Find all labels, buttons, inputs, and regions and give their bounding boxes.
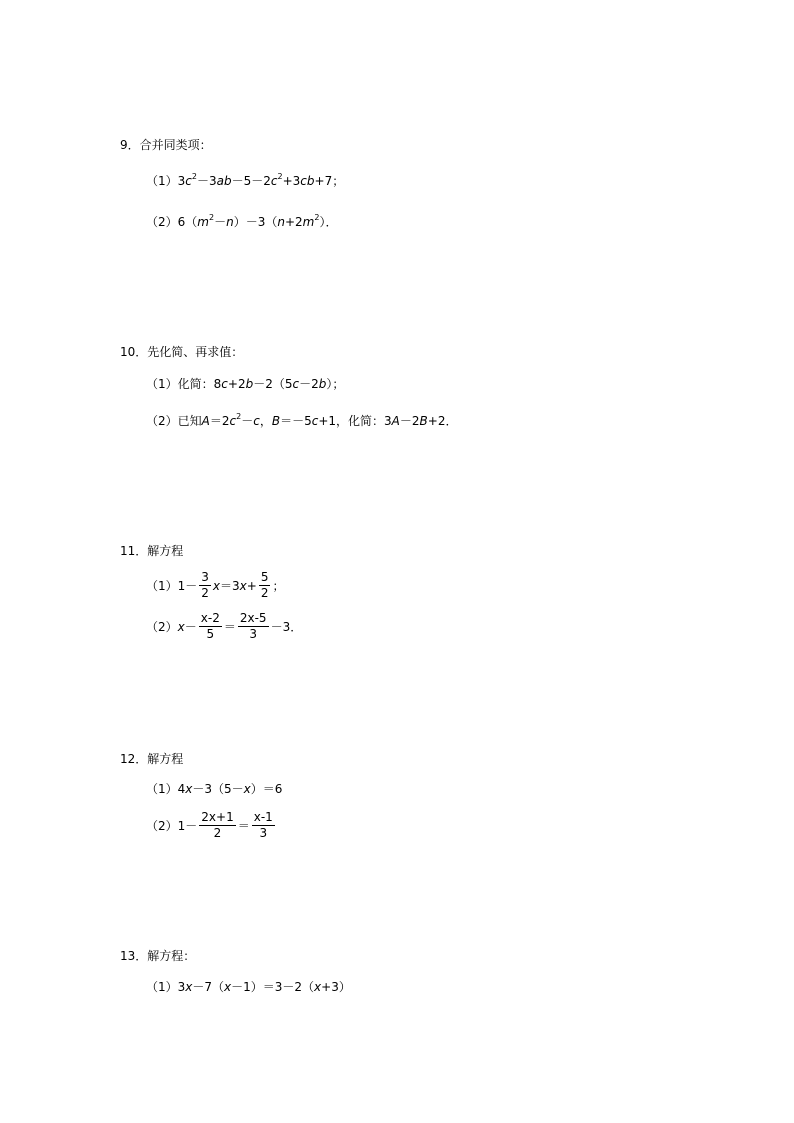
part-label: （2） [146,819,178,833]
question-10-part-2: （2）已知$A=2c^2-c$，B＝－5c+1，化简：3A－2B+2． [146,412,458,428]
part-label: （1） [146,174,178,188]
fraction: $\frac{2x-5}{3}$ [239,611,267,641]
question-13-part-1: （1）3x－7（x－1）＝3－2（x+3） [146,980,351,994]
question-9-part-1: $(1)3c^2-3ab-5-2c^2+3cb+7$； [146,172,345,188]
fraction: $\frac{3}{2}$ [201,570,209,600]
question-10-part-1: （1）化简：8c+2b－2（5c－2b）； [146,377,345,391]
question-12-part-2: （2）1－ $\frac{2x+1}{2}$ ＝ $\frac{x-1}{3}$ [146,810,273,840]
question-10-title: 10．先化简、再求值： [120,345,244,359]
part-label: （1） [146,579,178,593]
question-11-part-2: （2）x－ $\frac{x-2}{5}$ ＝ $\frac{2x-5}{3}$ －3． [146,611,303,641]
fraction: $\frac{5}{2}$ [260,570,269,600]
question-13-title: 13．解方程： [120,949,196,963]
question-11-title: 11．解方程 [120,544,184,558]
part-label: （2） [146,620,178,634]
part-label: （1） [146,377,178,391]
question-12-title: 12．解方程 [120,752,184,766]
fraction: $\frac{x-2}{5}$ [200,611,220,641]
part-label: （2） [146,414,178,428]
fraction: $\frac{2x+1}{2}$ [201,810,234,840]
fraction: $\frac{x-1}{3}$ [253,810,273,840]
part-label: （1） [146,782,178,796]
question-11-part-1: （1）1－ $\frac{3}{2}$ x＝3x+ $\frac{5}{2}$ ； [146,570,285,600]
question-12-part-1: （1）4x－3（5－x）＝6 [146,782,283,796]
part-label: （2） [146,215,178,229]
question-9-title: 9．合并同类项： [120,138,212,152]
question-9-part-2: $(2)6(m^2-n)-3(n+2m^2)$． [146,213,338,229]
part-label: （1） [146,980,178,994]
